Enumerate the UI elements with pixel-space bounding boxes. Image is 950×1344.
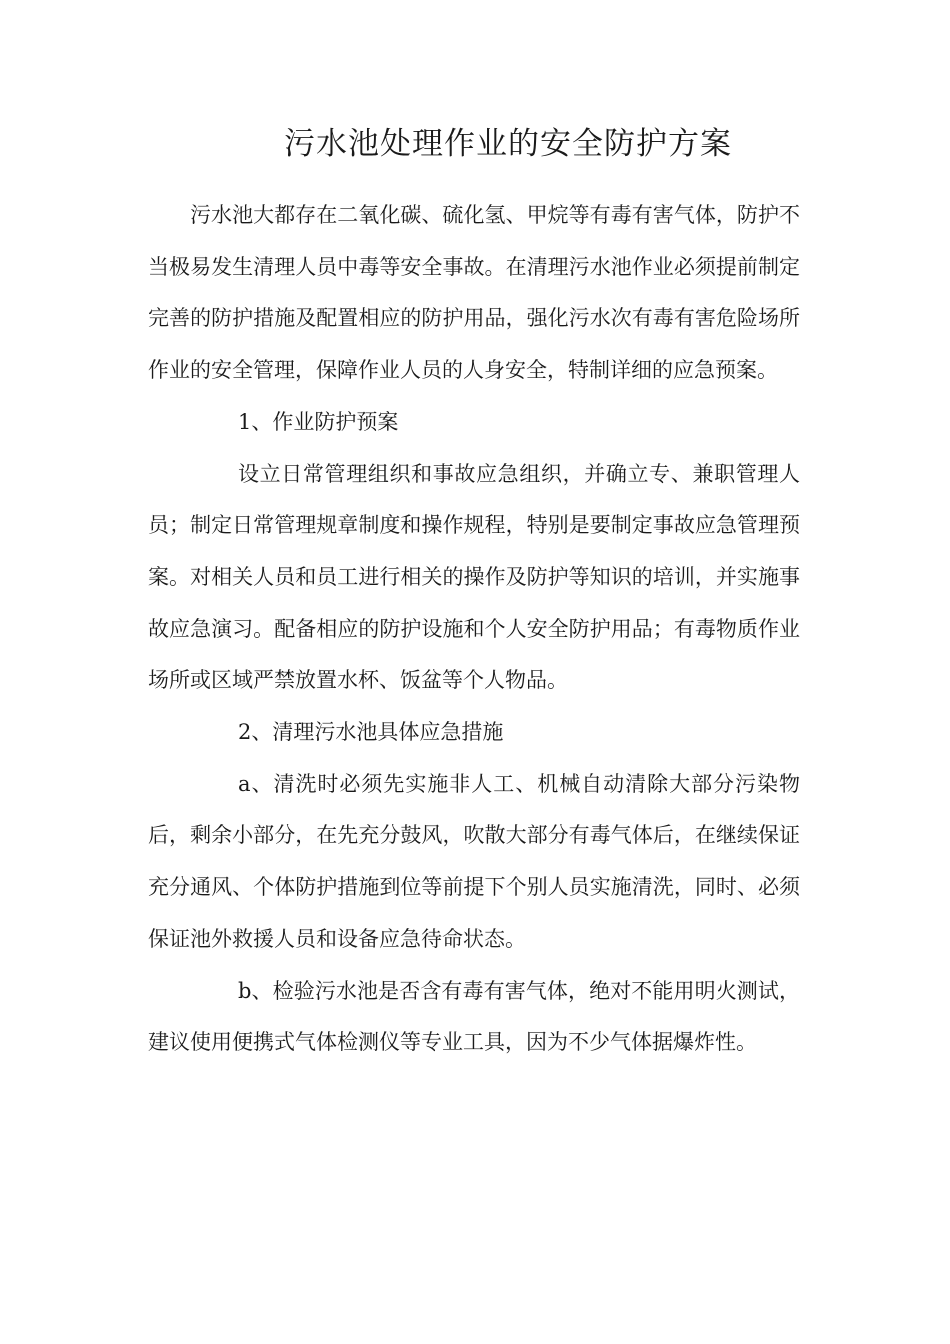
- paragraph-measure-b: b、检验污水池是否含有毒有害气体，绝对不能用明火测试，建议使用便携式气体检测仪等专业工具，因为不少气体据爆炸性。: [148, 978, 800, 1055]
- paragraph-section-1: 设立日常管理组织和事故应急组织，并确立专、兼职管理人员；制定日常管理规章制度和操作规程，特别是要制定事故应急管理预案。对相关人员和员工进行相关的操作及防护等知识的培训，并实施事故应急演习。配备相应的防护设施和个人安全防护用品；有毒物质作业场所或区域严禁放置水杯、饭盆等个人物品。: [148, 461, 800, 693]
- section-heading-1: 1、作业防护预案: [238, 409, 399, 434]
- document-body: [148, 190, 800, 1069]
- document-title: 污水池处理作业的安全防护方案: [284, 126, 732, 162]
- paragraph-intro: 污水池大都存在二氧化碳、硫化氢、甲烷等有毒有害气体，防护不当极易发生清理人员中毒等安全事故。在清理污水池作业必须提前制定完善的防护措施及配置相应的防护用品，强化污水次有毒有害危险场所作业的安全管理，保障作业人员的人身安全，特制详细的应急预案。: [148, 203, 800, 383]
- section-heading-2: 2、清理污水池具体应急措施: [238, 720, 504, 745]
- paragraph-measure-a: a、清洗时必须先实施非人工、机械自动清除大部分污染物后，剩余小部分，在先充分鼓风，吹散大部分有毒气体后，在继续保证充分通风、个体防护措施到位等前提下个别人员实施清洗，同时、必须保证池外救援人员和设备应急待命状态。: [148, 771, 800, 951]
